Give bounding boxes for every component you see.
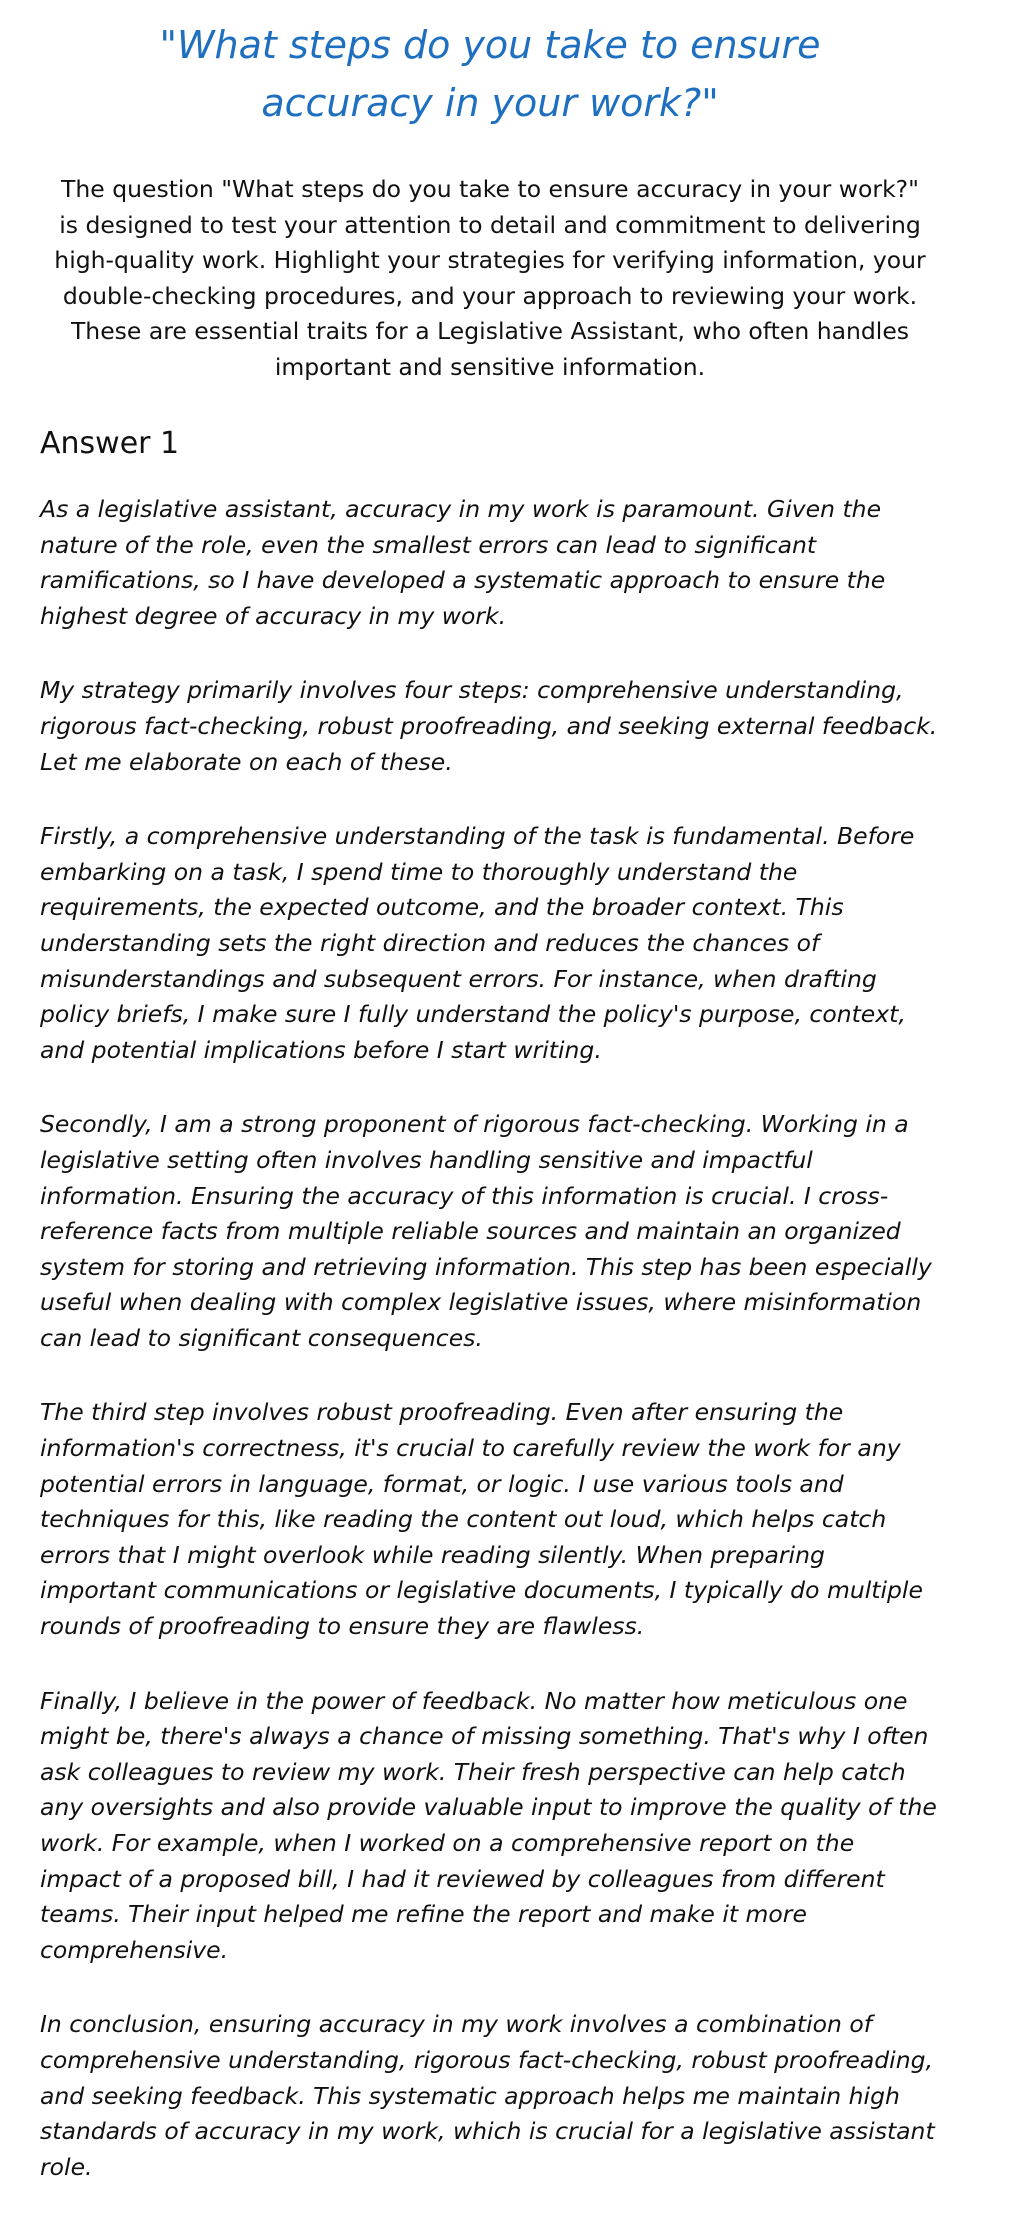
answer-body bbox=[40, 492, 940, 2224]
answer-paragraph-1: As a legislative assistant, accuracy in my work is paramount. Given the nature of the role, even the smallest errors can lead to significant ramifications, so I have developed a systematic approach to ensure the highest degree of accuracy in my work. bbox=[40, 495, 886, 630]
answer-paragraph-3: Firstly, a comprehensive understanding of the task is fundamental. Before embarking on a task, I spend time to thoroughly understand the requirements, the expected outcome, and the broader context. This understanding sets the right direction and reduces the chances of misunderstandings and subsequent errors. For instance, when drafting policy briefs, I make sure I fully understand the policy's purpose, context, and potential implications before I start writing. bbox=[40, 822, 915, 1064]
answer-heading: Answer 1 bbox=[40, 426, 180, 461]
answer-paragraph-4: Secondly, I am a strong proponent of rigorous fact-checking. Working in a legislative setting often involves handling sensitive and impactful information. Ensuring the accuracy of this information is crucial. I cross-reference facts from multiple reliable sources and maintain an organized system for storing and retrieving information. This step has been especially useful when dealing with complex legislative issues, where misinformation can lead to significant consequences. bbox=[40, 1110, 932, 1352]
intro-paragraph: The question "What steps do you take to ensure accuracy in your work?" is designed to test your attention to detail and commitment to delivering high-quality work. Highlight your strategies for verifying information, your double-checking procedures, and your approach to reviewing your work. These are essential traits for a Legislative Assistant, who often handles important and sensitive information. bbox=[54, 175, 926, 381]
answer-paragraph-2: My strategy primarily involves four steps: comprehensive understanding, rigorous fact-checking, robust proofreading, and seeking external feedback. Let me elaborate on each of these. bbox=[40, 676, 938, 776]
answer-paragraph-5: The third step involves robust proofreading. Even after ensuring the information's correctness, it's crucial to carefully review the work for any potential errors in language, format, or logic. I use various tools and techniques for this, like reading the content out loud, which helps catch errors that I might overlook while reading silently. When preparing important communications or legislative documents, I typically do multiple rounds of proofreading to ensure they are flawless. bbox=[40, 1398, 923, 1641]
question-title: "What steps do you take to ensure accuracy in your work?" bbox=[159, 23, 821, 125]
answer-paragraph-7: In conclusion, ensuring accuracy in my work involves a combination of comprehensive understanding, rigorous fact-checking, robust proofreading, and seeking feedback. This systematic approach helps me maintain high standards of accuracy in my work, which is crucial for a legislative assistant role. bbox=[40, 2010, 935, 2181]
answer-paragraph-6: Finally, I believe in the power of feedback. No matter how meticulous one might be, there's always a chance of missing something. That's why I often ask colleagues to review my work. Their fresh perspective can help catch any oversights and also provide valuable input to improve the quality of the work. For example, when I worked on a comprehensive report on the impact of a proposed bill, I had it reviewed by colleagues from different teams. Their input helped me refine the report and make it more comprehensive. bbox=[40, 1686, 937, 1964]
